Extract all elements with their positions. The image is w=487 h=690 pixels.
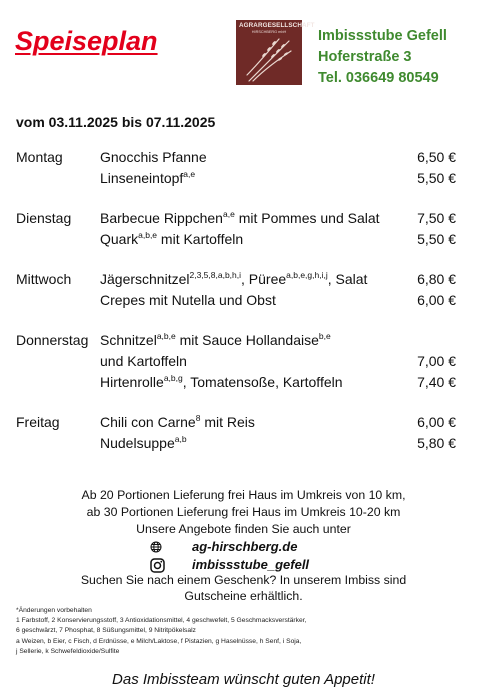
delivery-info: [0, 487, 487, 538]
contact-block: [318, 26, 447, 89]
menu-row: [16, 412, 456, 433]
dish: Barbecue Rippchen$^{a,e}$ mit Pommes und Salat: [100, 209, 380, 226]
day-label: Montag: [16, 149, 63, 165]
day-label: Freitag: [16, 414, 60, 430]
dish: und Kartoffeln: [100, 353, 187, 369]
price: 5,50 €: [417, 170, 456, 186]
gift-line: Suchen Sie nach einem Geschenk? In unserem Imbiss sind: [80, 573, 407, 587]
menu-row: [16, 168, 456, 189]
menu-row: [16, 208, 456, 229]
website-row: [150, 538, 309, 556]
menu-row: [16, 330, 456, 351]
menu-row: [16, 433, 456, 454]
allergen-notes: [16, 606, 306, 657]
dish: Gnocchis Pfanne: [100, 149, 207, 165]
day-label: Mittwoch: [16, 271, 72, 287]
menu-row: [16, 351, 456, 372]
page-title: Speiseplan: [15, 26, 158, 56]
price: 6,00 €: [417, 414, 456, 430]
price: 7,50 €: [417, 210, 456, 226]
dish: Nudelsuppe$^{a,b}$: [100, 434, 187, 451]
price: 6,50 €: [417, 149, 456, 165]
globe-icon: [150, 541, 172, 553]
web-links: [150, 538, 309, 574]
dish: Jägerschnitzel$^{2,3,5,8,a,b,h,i}$, Püree$^{a,b,e,g,h,i,j}$, Salat: [100, 270, 368, 287]
instagram-handle[interactable]: imbissstube_gefell: [192, 557, 310, 572]
price: 5,50 €: [417, 231, 456, 247]
price: 6,80 €: [417, 271, 456, 287]
company-logo: [236, 20, 315, 85]
dish: Crepes mit Nutella und Obst: [100, 292, 276, 308]
menu-row: [16, 372, 456, 393]
day-label: Dienstag: [16, 210, 72, 226]
price: 5,80 €: [417, 435, 456, 451]
instagram-icon: [150, 558, 172, 573]
price: 7,00 €: [417, 353, 456, 369]
dish: Linseneintopf$^{a,e}$: [100, 169, 196, 186]
gift-line: Gutscheine erhältlich.: [184, 589, 303, 603]
price: 6,00 €: [417, 292, 456, 308]
dish: Quark$^{a,b,e}$ mit Kartoffeln: [100, 230, 244, 247]
dish: Schnitzel$^{a,b,e}$ mit Sauce Hollandaise$^{b,e}$: [100, 331, 331, 348]
shop-phone: Tel. 036649 80549: [318, 70, 439, 86]
logo-subtext: HIRSCHBERG mbH: [251, 30, 287, 34]
dish: Hirtenrolle$^{a,b,g}$, Tomatensoße, Kartoffeln: [100, 373, 343, 390]
menu-row: [16, 229, 456, 250]
menu-row: [16, 147, 456, 168]
website-link[interactable]: ag-hirschberg.de: [192, 539, 298, 554]
note-line: 6 geschwärzt, 7 Phosphat, 8 Süßungsmittel, 9 Nitritpökelsalz: [16, 627, 196, 635]
day-label: Donnerstag: [16, 332, 89, 348]
info-line: Unsere Angebote finden Sie auch unter: [136, 522, 351, 536]
weekly-menu: [16, 147, 456, 454]
dish: Chili con Carne$^8$ mit Reis: [100, 413, 255, 430]
date-range: vom 03.11.2025 bis 07.11.2025: [16, 114, 216, 130]
price: 7,40 €: [417, 374, 456, 390]
note-line: a Weizen, b Eier, c Fisch, d Erdnüsse, e Milch/Laktose, f Pistazien, g Haselnüsse, h Senf, i Soja,: [16, 637, 302, 645]
shop-name: Imbissstube Gefell: [318, 28, 447, 44]
wheat-icon: [243, 35, 295, 83]
shop-address: Hoferstraße 3: [318, 49, 412, 65]
note-line: j Sellerie, k Schwefeldioxide/Sulfite: [16, 647, 120, 655]
info-line: Ab 20 Portionen Lieferung frei Haus im Umkreis von 10 km,: [81, 488, 406, 502]
logo-text: AGRARGESELLSCHAFT: [239, 22, 315, 29]
menu-row: [16, 269, 456, 290]
menu-row: [16, 290, 456, 311]
gift-voucher-info: [0, 572, 487, 604]
footer-slogan: Das Imbissteam wünscht guten Appetit!: [112, 671, 375, 688]
note-line: *Änderungen vorbehalten: [16, 607, 92, 614]
note-line: 1 Farbstoff, 2 Konservierungsstoff, 3 Antioxidationsmittel, 4 geschwefelt, 5 Geschmacksverstärker,: [16, 617, 307, 625]
info-line: ab 30 Portionen Lieferung frei Haus im Umkreis 10-20 km: [86, 505, 401, 519]
